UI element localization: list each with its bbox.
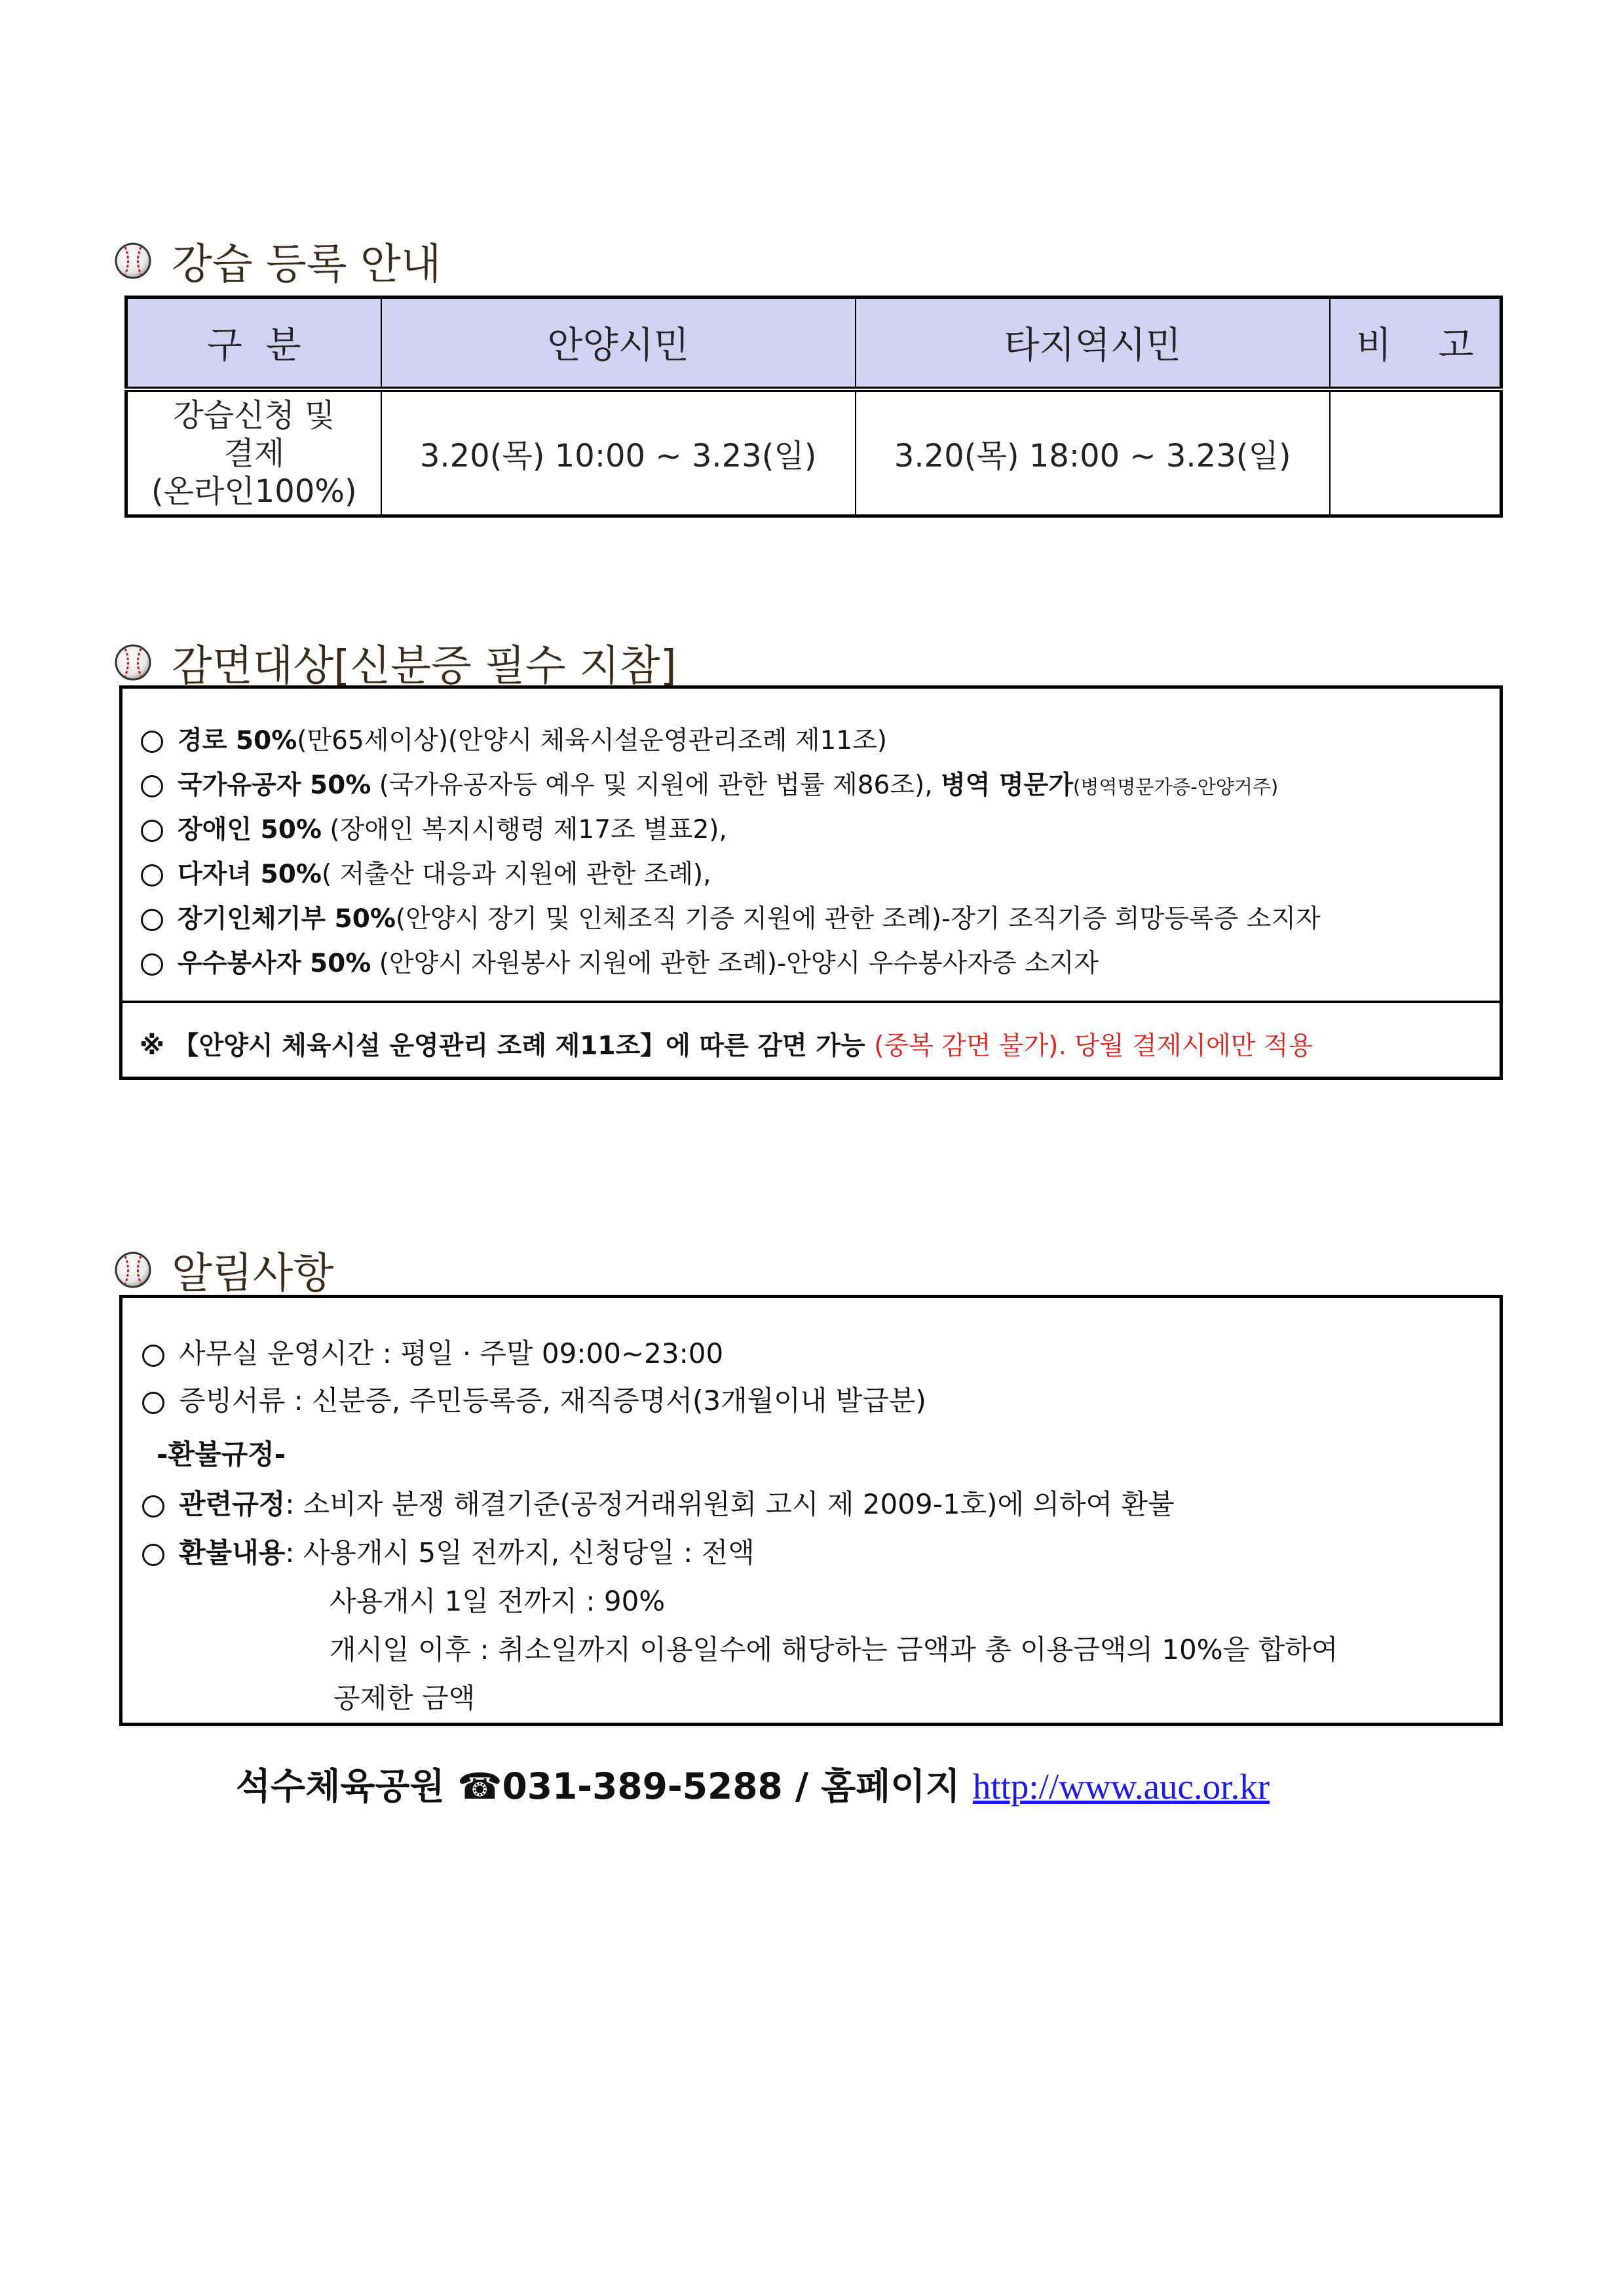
discount-item: 우수봉사자 50% (안양시 자원봉사 지원에 관한 조례)-안양시 우수봉사자증 소지자 — [141, 943, 1099, 980]
table-row — [126, 389, 1501, 516]
circle-bullet-icon — [141, 775, 163, 797]
notice-box — [119, 1295, 1503, 1726]
homepage-link[interactable]: http://www.auc.or.kr — [972, 1767, 1270, 1807]
refund-content-line: 사용개시 1일 전까지 : 90% — [330, 1585, 666, 1617]
registration-section-title — [114, 231, 442, 291]
notice-documents: 증빙서류 : 신분증, 주민등록증, 재직증명서(3개월이내 발급분) — [142, 1379, 926, 1419]
org-name: 석수체육공원 — [236, 1765, 457, 1807]
header-category: 구 분 — [126, 297, 381, 390]
table-header-row — [126, 297, 1501, 390]
discount-item: 국가유공자 50% (국가유공자등 예우 및 지원에 관한 법률 제86조), 병역 명문가(병역명문가증-안양거주) — [141, 765, 1278, 801]
refund-content: 환불내용: 사용개시 5일 전까지, 신청당일 : 전액 — [142, 1531, 755, 1571]
baseball-icon — [114, 643, 152, 681]
circle-bullet-icon — [142, 1544, 164, 1566]
circle-bullet-icon — [142, 1345, 164, 1367]
circle-bullet-icon — [141, 864, 163, 887]
notice-section-title — [114, 1240, 333, 1300]
header-note: 비 고 — [1330, 297, 1501, 390]
category-line: (온라인100%) — [151, 472, 357, 510]
discount-item: 다자녀 50%( 저출산 대응과 지원에 관한 조례), — [141, 854, 711, 890]
refund-content-line: 공제한 금액 — [333, 1682, 476, 1714]
circle-bullet-icon — [141, 909, 163, 931]
phone-number: ☎031-389-5288 / 홈페이지 — [457, 1765, 973, 1807]
discount-item: 장기인체기부 50%(안양시 장기 및 인체조직 기증 지원에 관한 조례)-장기 조직기증 희망등록증 소지자 — [141, 898, 1321, 935]
category-line: 강습신청 및 — [173, 396, 335, 434]
header-anyang: 안양시민 — [381, 297, 856, 390]
header-other-region: 타지역시민 — [856, 297, 1330, 390]
category-line: 결제 — [223, 434, 285, 472]
discount-section-title — [114, 632, 677, 693]
refund-heading: -환불규정- — [157, 1438, 286, 1470]
section-title-text: 강습 등록 안내 — [172, 240, 442, 289]
baseball-icon — [114, 1251, 152, 1289]
refund-rule: 관련규정: 소비자 분쟁 해결기준(공정거래위원회 고시 제 2009-1호)에 의하여 환불 — [142, 1483, 1175, 1522]
divider — [123, 1001, 1500, 1003]
refund-content-line: 개시일 이후 : 취소일까지 이용일수에 해당하는 금액과 총 이용금액의 10%을 합하여 — [330, 1634, 1338, 1666]
discount-item: 장애인 50% (장애인 복지시행령 제17조 별표2), — [141, 809, 727, 846]
cell-other-period: 3.20(목) 18:00 ~ 3.23(일) — [856, 389, 1330, 516]
notice-office-hours: 사무실 운영시간 : 평일 · 주말 09:00~23:00 — [142, 1332, 723, 1371]
section-title-text: 알림사항 — [172, 1250, 334, 1298]
cell-category — [126, 389, 381, 516]
registration-table — [124, 296, 1503, 518]
baseball-icon — [114, 242, 152, 280]
circle-bullet-icon — [141, 731, 163, 753]
discount-note: ※ 【안양시 체육시설 운영관리 조례 제11조】에 따른 감면 가능 (중복 감면 불가). 당월 결제시에만 적용 — [140, 1031, 1313, 1061]
footer-contact — [236, 1757, 1270, 1809]
circle-bullet-icon — [141, 953, 163, 976]
circle-bullet-icon — [141, 820, 163, 842]
cell-note — [1330, 389, 1501, 516]
discount-item: 경로 50%(만65세이상)(안양시 체육시설운영관리조례 제11조) — [141, 720, 887, 757]
cell-anyang-period: 3.20(목) 10:00 ~ 3.23(일) — [381, 389, 856, 516]
circle-bullet-icon — [142, 1392, 164, 1414]
discount-box — [119, 685, 1503, 1080]
circle-bullet-icon — [142, 1495, 164, 1518]
section-title-text: 감면대상[신분증 필수 지참] — [172, 642, 677, 691]
